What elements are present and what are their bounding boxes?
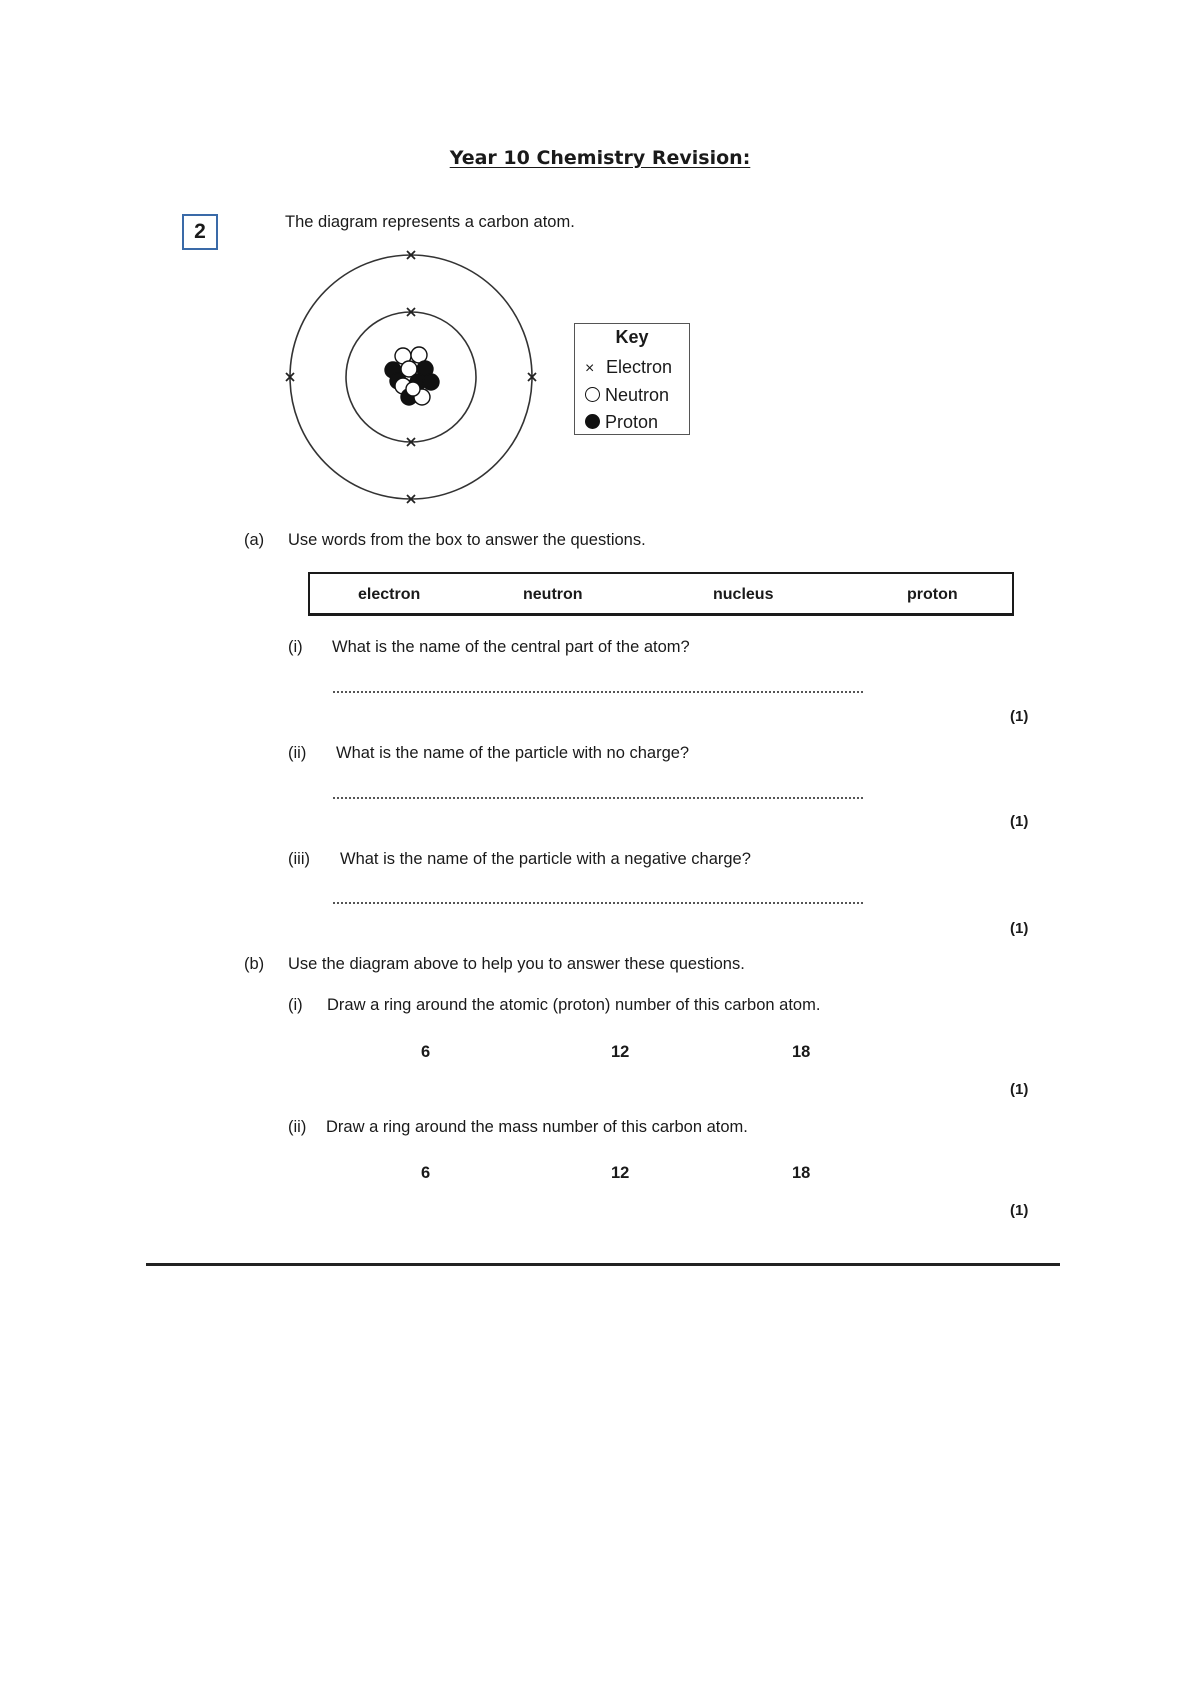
key-label: Neutron [605, 385, 670, 405]
part-a-instruction: Use words from the box to answer the questions. [288, 531, 646, 549]
question-a-i-text: What is the name of the central part of the atom? [332, 638, 690, 656]
answer-line-a-iii[interactable] [333, 902, 863, 904]
answer-line-a-i[interactable] [333, 691, 863, 693]
part-a-label: (a) [244, 531, 265, 549]
open-circle-icon [585, 387, 600, 402]
key-item-neutron [585, 385, 669, 406]
key-label: Electron [606, 357, 673, 377]
mark-b-i: (1) [1010, 1081, 1029, 1098]
diagram-key [574, 323, 690, 435]
key-heading: Key [615, 327, 649, 347]
question-number-box: 2 [182, 214, 218, 250]
neutron [406, 382, 420, 396]
number-option[interactable]: 6 [421, 1043, 431, 1061]
part-b-instruction: Use the diagram above to help you to answer these questions. [288, 955, 745, 973]
mark-a-iii: (1) [1010, 920, 1029, 937]
cross-icon: × [585, 360, 595, 377]
number-option[interactable]: 12 [611, 1164, 630, 1182]
number-option[interactable]: 12 [611, 1043, 630, 1061]
key-label: Proton [605, 412, 659, 432]
word-option: neutron [523, 586, 583, 603]
question-a-ii-label: (ii) [288, 744, 307, 762]
mark-b-ii: (1) [1010, 1202, 1029, 1219]
question-b-ii-text: Draw a ring around the mass number of this carbon atom. [326, 1118, 748, 1136]
number-option[interactable]: 18 [792, 1164, 811, 1182]
key-item-electron [585, 357, 672, 378]
question-b-ii-label: (ii) [288, 1118, 307, 1136]
nucleus [385, 347, 439, 405]
part-b-label: (b) [244, 955, 265, 973]
question-a-iii-text: What is the name of the particle with a negative charge? [340, 850, 751, 868]
section-divider [146, 1263, 1060, 1266]
mark-a-i: (1) [1010, 708, 1029, 725]
question-intro: The diagram represents a carbon atom. [285, 213, 575, 231]
mark-a-ii: (1) [1010, 813, 1029, 830]
word-option: electron [358, 586, 421, 603]
question-a-ii-text: What is the name of the particle with no charge? [336, 744, 690, 762]
word-option: proton [907, 586, 958, 603]
answer-line-a-ii[interactable] [333, 797, 863, 799]
question-a-iii-label: (iii) [288, 850, 310, 868]
question-a-i-label: (i) [288, 638, 303, 656]
question-b-i-label: (i) [288, 996, 303, 1014]
filled-circle-icon [585, 414, 600, 429]
word-option: nucleus [713, 586, 774, 603]
page-title: Year 10 Chemistry Revision: [449, 147, 751, 169]
number-option[interactable]: 6 [421, 1164, 431, 1182]
number-option[interactable]: 18 [792, 1043, 811, 1061]
carbon-atom-diagram [280, 248, 550, 508]
proton [423, 374, 439, 390]
question-b-i-text: Draw a ring around the atomic (proton) number of this carbon atom. [327, 996, 821, 1014]
word-box [308, 572, 1014, 616]
key-item-proton [585, 412, 658, 433]
